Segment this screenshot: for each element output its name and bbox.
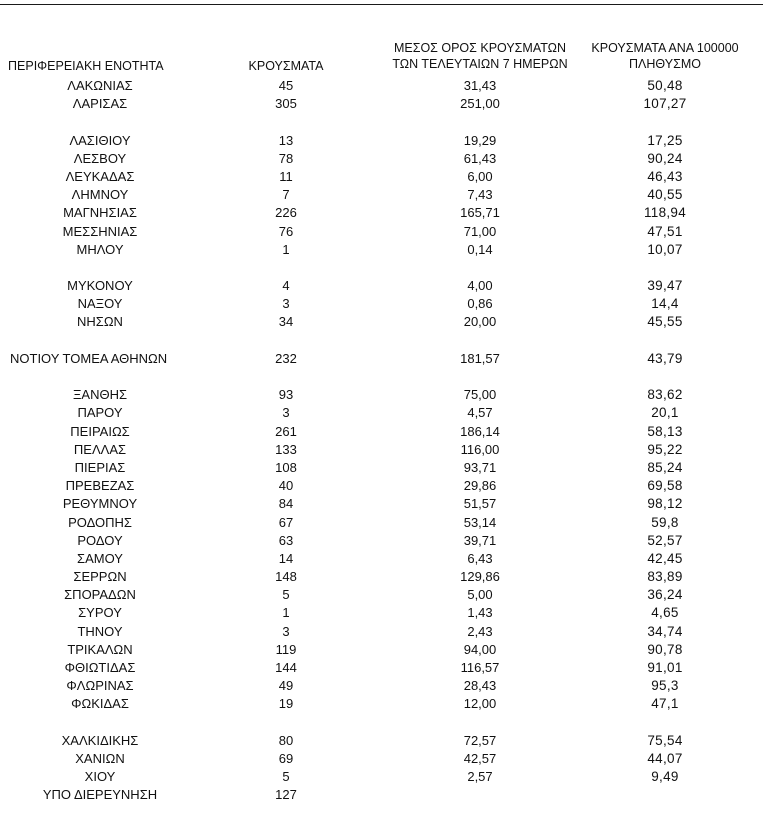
cases-table xyxy=(0,77,763,805)
group-spacer xyxy=(0,714,763,732)
table-row xyxy=(0,186,763,204)
per-100k-cell: 4,65 xyxy=(651,605,679,621)
avg-cell: 19,29 xyxy=(463,132,497,148)
avg-cell: 5,00 xyxy=(467,587,493,603)
table-row xyxy=(0,295,763,313)
table-row xyxy=(0,477,763,495)
group-spacer xyxy=(0,113,763,131)
cases-cell: 232 xyxy=(275,350,297,366)
header-per-line2: ΠΛΗΘΥΣΜΟ xyxy=(629,57,701,71)
avg-cell: 42,57 xyxy=(463,750,497,766)
region-cell: ΤΡΙΚΑΛΩΝ xyxy=(67,641,133,657)
cases-cell: 69 xyxy=(278,750,294,766)
cases-cell: 144 xyxy=(275,660,297,675)
avg-cell: 20,00 xyxy=(463,314,497,330)
avg-cell: 51,57 xyxy=(463,496,497,512)
region-cell: ΛΑΣΙΘΙΟΥ xyxy=(69,132,131,148)
header-avg-line1: ΜΕΣΟΣ ΟΡΟΣ ΚΡΟΥΣΜΑΤΩΝ xyxy=(393,41,567,55)
region-cell: ΣΕΡΡΩΝ xyxy=(73,569,127,585)
avg-cell: 29,86 xyxy=(463,478,497,494)
region-cell: ΠΕΙΡΑΙΩΣ xyxy=(70,423,130,439)
region-cell: ΠΡΕΒΕΖΑΣ xyxy=(65,478,135,494)
per-100k-cell: 9,49 xyxy=(651,769,679,785)
region-cell: ΦΛΩΡΙΝΑΣ xyxy=(66,678,134,694)
per-100k-cell: 43,79 xyxy=(647,350,683,366)
region-cell: ΛΑΡΙΣΑΣ xyxy=(72,96,128,112)
table-row xyxy=(0,423,763,441)
table-row xyxy=(0,132,763,150)
region-cell: ΣΥΡΟΥ xyxy=(78,605,122,621)
per-100k-cell: 36,24 xyxy=(647,587,683,603)
per-100k-cell: 69,58 xyxy=(647,478,683,494)
cases-cell: 14 xyxy=(278,550,294,566)
header-per-100000 xyxy=(575,40,755,72)
cases-cell: 45 xyxy=(278,78,294,93)
region-cell: ΠΕΛΛΑΣ xyxy=(73,441,127,457)
per-100k-cell: 59,8 xyxy=(651,514,679,530)
cases-cell: 3 xyxy=(282,405,290,421)
table-row xyxy=(0,586,763,604)
table-row xyxy=(0,459,763,477)
cases-cell: 34 xyxy=(278,314,294,330)
per-100k-cell: 42,45 xyxy=(647,550,683,566)
per-100k-cell: 40,55 xyxy=(647,187,683,203)
avg-cell: 186,14 xyxy=(460,423,500,439)
avg-cell: 181,57 xyxy=(460,350,500,366)
table-row xyxy=(0,514,763,532)
per-100k-cell: 10,07 xyxy=(647,241,683,257)
table-row xyxy=(0,623,763,641)
cases-cell: 108 xyxy=(275,459,297,475)
region-cell: ΛΕΥΚΑΔΑΣ xyxy=(65,168,135,184)
avg-cell: 72,57 xyxy=(463,732,497,748)
per-100k-cell: 47,51 xyxy=(647,223,683,239)
cases-cell: 49 xyxy=(278,678,294,694)
table-row xyxy=(0,550,763,568)
avg-cell: 28,43 xyxy=(463,678,497,694)
cases-cell: 40 xyxy=(278,478,294,494)
header-region: ΠΕΡΙΦΕΡΕΙΑΚΗ ΕΝΟΤΗΤΑ xyxy=(8,59,164,73)
region-cell: ΠΙΕΡΙΑΣ xyxy=(74,459,126,475)
region-cell: ΜΗΛΟΥ xyxy=(76,241,124,257)
table-row xyxy=(0,313,763,331)
region-cell: ΛΗΜΝΟΥ xyxy=(71,187,129,203)
per-100k-cell: 95,22 xyxy=(647,441,683,457)
group-spacer xyxy=(0,368,763,386)
cases-cell: 133 xyxy=(275,441,297,457)
cases-cell: 78 xyxy=(278,150,294,166)
per-100k-cell: 90,24 xyxy=(647,150,683,166)
region-cell: ΜΕΣΣΗΝΙΑΣ xyxy=(62,223,138,239)
avg-cell: 31,43 xyxy=(463,78,497,93)
cases-cell: 80 xyxy=(278,732,294,748)
cases-cell: 5 xyxy=(282,587,290,603)
cases-cell: 93 xyxy=(278,387,294,403)
region-cell: ΜΑΓΝΗΣΙΑΣ xyxy=(63,205,137,221)
per-100k-cell: 118,94 xyxy=(643,205,687,221)
header-cases: ΚΡΟΥΣΜΑΤΑ xyxy=(248,59,324,73)
avg-cell: 75,00 xyxy=(463,387,497,403)
table-row xyxy=(0,568,763,586)
cases-cell: 305 xyxy=(275,96,297,112)
table-row xyxy=(0,204,763,222)
region-cell: ΣΑΜΟΥ xyxy=(77,550,123,566)
cases-cell: 67 xyxy=(278,514,294,530)
table-row xyxy=(0,768,763,786)
cases-cell: 3 xyxy=(282,296,290,312)
table-row xyxy=(0,677,763,695)
region-cell: ΡΕΘΥΜΝΟΥ xyxy=(62,496,138,512)
table-row xyxy=(0,241,763,259)
cases-cell: 261 xyxy=(275,423,297,439)
table-row xyxy=(0,404,763,422)
table-row xyxy=(0,95,763,113)
avg-cell: 4,57 xyxy=(467,405,493,421)
cases-cell: 127 xyxy=(275,787,297,803)
region-cell: ΡΟΔΟΠΗΣ xyxy=(68,514,132,530)
per-100k-cell: 46,43 xyxy=(647,168,683,184)
region-cell: ΦΩΚΙΔΑΣ xyxy=(71,696,129,712)
table-header xyxy=(0,40,763,74)
per-100k-cell: 83,89 xyxy=(647,569,683,585)
region-cell: ΛΑΚΩΝΙΑΣ xyxy=(67,78,133,93)
per-100k-cell: 45,55 xyxy=(647,314,683,330)
per-100k-cell: 34,74 xyxy=(647,623,683,639)
per-100k-cell: 58,13 xyxy=(647,423,683,439)
cases-cell: 11 xyxy=(279,168,293,184)
table-row xyxy=(0,750,763,768)
region-cell: ΞΑΝΘΗΣ xyxy=(72,387,128,403)
table-row xyxy=(0,168,763,186)
region-cell: ΡΟΔΟΥ xyxy=(77,532,123,548)
region-cell: ΧΙΟΥ xyxy=(84,769,116,785)
table-row xyxy=(0,604,763,622)
avg-cell: 7,43 xyxy=(467,187,493,203)
table-row xyxy=(0,786,763,804)
avg-cell: 0,14 xyxy=(467,241,493,257)
avg-cell: 2,43 xyxy=(467,623,493,639)
region-cell: ΝΑΞΟΥ xyxy=(77,296,123,312)
cases-cell: 5 xyxy=(282,769,290,785)
cases-cell: 19 xyxy=(278,696,294,712)
avg-cell: 1,43 xyxy=(467,605,493,621)
region-cell: ΥΠΟ ΔΙΕΡΕΥΝΗΣΗ xyxy=(42,787,158,803)
avg-cell: 116,00 xyxy=(460,441,500,457)
region-cell: ΦΘΙΩΤΙΔΑΣ xyxy=(64,660,136,675)
cases-cell: 7 xyxy=(282,187,290,203)
table-row xyxy=(0,77,763,95)
table-row xyxy=(0,223,763,241)
avg-cell: 53,14 xyxy=(463,514,497,530)
region-cell: ΝΗΣΩΝ xyxy=(77,314,123,330)
region-cell: ΧΑΛΚΙΔΙΚΗΣ xyxy=(61,732,139,748)
avg-cell: 94,00 xyxy=(463,641,497,657)
per-100k-cell: 95,3 xyxy=(651,678,679,694)
cases-cell: 84 xyxy=(278,496,294,512)
per-100k-cell: 20,1 xyxy=(651,405,679,421)
avg-cell: 12,00 xyxy=(463,696,497,712)
avg-cell: 39,71 xyxy=(463,532,497,548)
table-row xyxy=(0,732,763,750)
header-avg-line2: ΤΩΝ ΤΕΛΕΥΤΑΙΩΝ 7 ΗΜΕΡΩΝ xyxy=(392,57,568,71)
per-100k-cell: 107,27 xyxy=(643,96,687,112)
table-row xyxy=(0,350,763,368)
region-cell: ΠΑΡΟΥ xyxy=(77,405,123,421)
cases-cell: 1 xyxy=(282,605,290,621)
cases-cell: 226 xyxy=(275,205,297,221)
avg-cell: 116,57 xyxy=(460,660,500,675)
per-100k-cell: 50,48 xyxy=(647,78,683,93)
avg-cell: 129,86 xyxy=(460,569,500,585)
group-spacer xyxy=(0,332,763,350)
avg-cell: 71,00 xyxy=(463,223,497,239)
avg-cell: 93,71 xyxy=(463,459,497,475)
table-row xyxy=(0,150,763,168)
cases-cell: 76 xyxy=(278,223,294,239)
table-row xyxy=(0,532,763,550)
avg-cell: 2,57 xyxy=(467,769,493,785)
avg-cell: 165,71 xyxy=(460,205,500,221)
cases-cell: 63 xyxy=(278,532,294,548)
cases-cell: 4 xyxy=(282,278,290,294)
per-100k-cell: 14,4 xyxy=(651,296,679,312)
per-100k-cell: 75,54 xyxy=(647,732,683,748)
cases-cell: 148 xyxy=(275,569,297,585)
per-100k-cell: 39,47 xyxy=(647,278,683,294)
region-cell: ΣΠΟΡΑΔΩΝ xyxy=(64,587,136,603)
avg-cell: 4,00 xyxy=(467,278,493,294)
cases-cell: 13 xyxy=(278,132,294,148)
region-cell: ΧΑΝΙΩΝ xyxy=(75,750,125,766)
avg-cell: 0,86 xyxy=(467,296,493,312)
table-row xyxy=(0,641,763,659)
avg-cell: 61,43 xyxy=(463,150,497,166)
table-row xyxy=(0,441,763,459)
avg-cell: 6,43 xyxy=(467,550,493,566)
per-100k-cell: 83,62 xyxy=(647,387,683,403)
per-100k-cell: 91,01 xyxy=(647,660,683,675)
per-100k-cell: 44,07 xyxy=(647,750,683,766)
per-100k-cell: 47,1 xyxy=(651,696,679,712)
header-per-line1: ΚΡΟΥΣΜΑΤΑ ΑΝΑ 100000 xyxy=(591,41,739,55)
region-cell: ΝΟΤΙΟΥ ΤΟΜΕΑ ΑΘΗΝΩΝ xyxy=(10,350,168,366)
cases-cell: 119 xyxy=(275,641,297,657)
table-row xyxy=(0,659,763,677)
per-100k-cell: 85,24 xyxy=(647,459,683,475)
region-cell: ΜΥΚΟΝΟΥ xyxy=(67,278,133,294)
top-border-line xyxy=(0,4,763,5)
avg-cell: 251,00 xyxy=(460,96,500,112)
group-spacer xyxy=(0,259,763,277)
region-cell: ΛΕΣΒΟΥ xyxy=(73,150,127,166)
table-row xyxy=(0,695,763,713)
per-100k-cell: 98,12 xyxy=(647,496,683,512)
avg-cell: 6,00 xyxy=(467,168,493,184)
per-100k-cell: 90,78 xyxy=(647,641,683,657)
table-row xyxy=(0,386,763,404)
cases-cell: 1 xyxy=(282,241,290,257)
per-100k-cell: 17,25 xyxy=(647,132,683,148)
per-100k-cell: 52,57 xyxy=(647,532,683,548)
header-7day-average xyxy=(380,40,580,72)
table-row xyxy=(0,495,763,513)
cases-cell: 3 xyxy=(282,623,290,639)
table-row xyxy=(0,277,763,295)
region-cell: ΤΗΝΟΥ xyxy=(77,623,123,639)
